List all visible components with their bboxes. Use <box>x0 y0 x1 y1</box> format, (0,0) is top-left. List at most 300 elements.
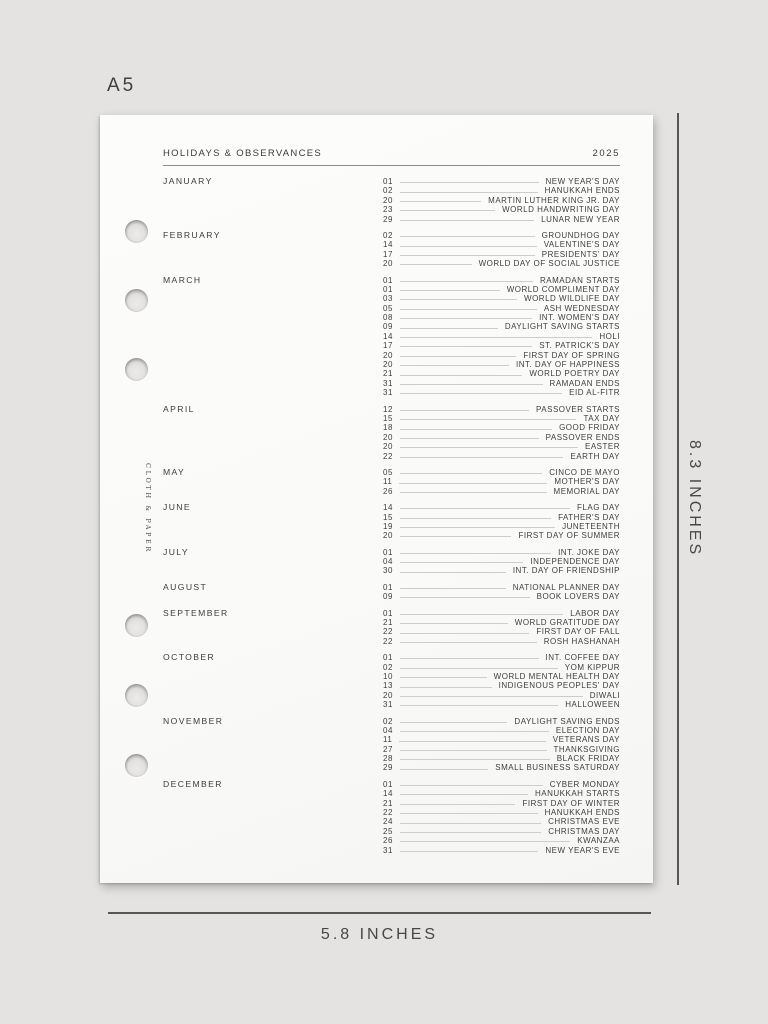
page-title: HOLIDAYS & OBSERVANCES <box>163 148 323 159</box>
holiday-date: 05 <box>383 467 393 477</box>
holiday-row <box>383 780 620 789</box>
leader-line <box>400 346 532 347</box>
holiday-name: ASH WEDNESDAY <box>543 303 620 313</box>
holiday-date: 05 <box>383 303 393 313</box>
holiday-row <box>383 477 620 486</box>
holiday-row <box>383 250 620 259</box>
holiday-name: WORLD DAY OF SOCIAL JUSTICE <box>478 259 620 269</box>
holiday-row <box>383 566 620 575</box>
holiday-date: 26 <box>383 836 393 846</box>
holiday-row <box>383 414 620 423</box>
punch-hole <box>125 289 148 312</box>
holiday-row <box>383 205 620 214</box>
holiday-date: 02 <box>383 186 393 196</box>
holiday-date: 01 <box>383 177 393 186</box>
holiday-name: ELECTION DAY <box>555 725 620 735</box>
planner-page <box>100 115 653 883</box>
punch-hole <box>125 684 148 707</box>
holiday-row <box>383 332 620 341</box>
holiday-name: VETERANS DAY <box>552 735 620 745</box>
holiday-name: TAX DAY <box>583 413 620 423</box>
holiday-date: 02 <box>383 662 393 672</box>
holiday-row <box>383 423 620 432</box>
leader-line <box>400 419 577 420</box>
holiday-date: 01 <box>383 275 393 285</box>
holiday-date: 28 <box>383 754 393 764</box>
holiday-name: BLACK FRIDAY <box>556 754 620 764</box>
holiday-list <box>383 583 620 602</box>
holiday-row <box>383 717 620 726</box>
holiday-name: INT. DAY OF FRIENDSHIP <box>512 566 620 576</box>
holiday-row <box>383 609 620 618</box>
holiday-date: 11 <box>383 735 393 745</box>
holiday-name: ROSH HASHANAH <box>543 636 620 646</box>
holiday-row <box>383 196 620 205</box>
holiday-name: BOOK LOVERS DAY <box>536 592 620 602</box>
holiday-date: 04 <box>383 557 393 567</box>
holiday-row <box>383 672 620 681</box>
holiday-date: 21 <box>383 618 393 628</box>
leader-line <box>400 337 592 338</box>
leader-line <box>400 236 535 237</box>
holiday-row <box>383 735 620 744</box>
holiday-row <box>383 285 620 294</box>
holiday-list <box>383 405 620 461</box>
holiday-name: HANUKKAH ENDS <box>544 186 620 196</box>
months-list <box>163 177 620 855</box>
holiday-date: 14 <box>383 503 393 513</box>
holiday-date: 20 <box>383 195 393 205</box>
holiday-date: 31 <box>383 700 393 710</box>
leader-line <box>400 290 500 291</box>
month-section <box>163 548 620 576</box>
holiday-date: 10 <box>383 671 393 681</box>
holiday-row <box>383 531 620 540</box>
month-section <box>163 231 620 269</box>
month-label: AUGUST <box>163 581 208 592</box>
holiday-row <box>383 763 620 772</box>
month-label: APRIL <box>163 403 195 414</box>
punch-hole <box>125 220 148 243</box>
month-section <box>163 405 620 461</box>
holiday-list <box>383 609 620 647</box>
holiday-name: HANUKKAH ENDS <box>544 808 620 818</box>
holiday-date: 01 <box>383 582 393 592</box>
holiday-row <box>383 745 620 754</box>
width-measure-line <box>108 912 651 914</box>
holiday-date: 22 <box>383 808 393 818</box>
holiday-row <box>383 653 620 662</box>
holiday-date: 12 <box>383 404 393 414</box>
holiday-row <box>383 442 620 451</box>
holiday-row <box>383 240 620 249</box>
holiday-row <box>383 681 620 690</box>
holiday-row <box>383 808 620 817</box>
height-measure-line <box>677 113 679 885</box>
leader-line <box>400 328 498 329</box>
leader-line <box>400 785 543 786</box>
holiday-date: 09 <box>383 592 393 602</box>
holiday-name: FIRST DAY OF SUMMER <box>518 531 620 541</box>
holiday-date: 20 <box>383 350 393 360</box>
holiday-name: YOM KIPPUR <box>564 662 620 672</box>
holiday-row <box>383 351 620 360</box>
holiday-row <box>383 827 620 836</box>
leader-line <box>400 318 532 319</box>
holiday-date: 24 <box>383 817 393 827</box>
leader-line <box>400 832 541 833</box>
holiday-name: INDEPENDENCE DAY <box>530 557 620 567</box>
holiday-date: 25 <box>383 826 393 836</box>
leader-line <box>400 375 522 376</box>
holiday-date: 20 <box>383 360 393 370</box>
month-section <box>163 780 620 855</box>
leader-line <box>400 536 512 537</box>
holiday-name: EID AL-FITR <box>569 388 620 398</box>
holiday-name: GOOD FRIDAY <box>559 423 620 433</box>
holiday-row <box>383 557 620 566</box>
leader-line <box>400 813 538 814</box>
holiday-row <box>383 503 620 512</box>
month-label: MARCH <box>163 274 202 285</box>
holiday-row <box>383 360 620 369</box>
holiday-name: NATIONAL PLANNER DAY <box>512 582 620 592</box>
holiday-name: ST. PATRICK'S DAY <box>539 341 620 351</box>
holiday-date: 20 <box>383 531 393 541</box>
holiday-row <box>383 313 620 322</box>
holiday-date: 18 <box>383 423 393 433</box>
holiday-row <box>383 468 620 477</box>
holiday-name: VALENTINE'S DAY <box>543 240 620 250</box>
leader-line <box>400 841 570 842</box>
leader-line <box>400 750 547 751</box>
holiday-date: 29 <box>383 214 393 224</box>
leader-line <box>400 246 537 247</box>
holiday-name: SMALL BUSINESS SATURDAY <box>495 763 620 773</box>
leader-line <box>400 687 492 688</box>
holiday-name: CINCO DE MAYO <box>549 467 620 477</box>
month-label: NOVEMBER <box>163 715 224 726</box>
holiday-date: 14 <box>383 331 393 341</box>
holiday-row <box>383 433 620 442</box>
holiday-row <box>383 789 620 798</box>
leader-line <box>400 804 516 805</box>
holiday-row <box>383 627 620 636</box>
holiday-name: HOLI <box>599 331 620 341</box>
month-label: JULY <box>163 546 189 557</box>
leader-line <box>399 483 547 484</box>
holiday-date: 02 <box>383 230 393 240</box>
holiday-row <box>383 259 620 268</box>
month-section <box>163 583 620 602</box>
holiday-name: FIRST DAY OF WINTER <box>522 798 620 808</box>
holiday-name: PASSOVER ENDS <box>545 432 620 442</box>
leader-line <box>400 614 563 615</box>
holiday-name: NEW YEAR'S DAY <box>545 177 620 186</box>
holiday-name: RAMADAN ENDS <box>549 378 620 388</box>
holiday-name: DAYLIGHT SAVING STARTS <box>504 322 620 332</box>
holiday-row <box>383 637 620 646</box>
leader-line <box>400 851 538 852</box>
holiday-row <box>383 452 620 461</box>
month-section <box>163 177 620 224</box>
height-measure-label: 8.3 INCHES <box>686 440 703 558</box>
holiday-date: 30 <box>383 566 393 576</box>
holiday-list <box>383 468 620 496</box>
holiday-list <box>383 276 620 398</box>
holiday-date: 20 <box>383 690 393 700</box>
holiday-name: THANKSGIVING <box>553 744 620 754</box>
holiday-date: 01 <box>383 547 393 557</box>
month-label: JUNE <box>163 502 192 513</box>
holiday-name: JUNETEENTH <box>562 521 620 531</box>
holiday-name: INT. DAY OF HAPPINESS <box>515 360 620 370</box>
month-section <box>163 717 620 773</box>
holiday-name: LABOR DAY <box>570 608 620 618</box>
page-year: 2025 <box>592 148 620 159</box>
holiday-row <box>383 369 620 378</box>
month-label: OCTOBER <box>163 652 216 663</box>
leader-line <box>400 210 495 211</box>
leader-line <box>400 722 508 723</box>
holiday-name: FLAG DAY <box>577 503 620 513</box>
holiday-name: LUNAR NEW YEAR <box>541 214 620 224</box>
holiday-date: 13 <box>383 681 393 691</box>
holiday-name: INT. COFFEE DAY <box>545 653 620 663</box>
leader-line <box>400 759 550 760</box>
leader-line <box>400 393 562 394</box>
leader-line <box>400 508 570 509</box>
leader-line <box>400 429 552 430</box>
holiday-list <box>383 780 620 855</box>
leader-line <box>400 705 558 706</box>
leader-line <box>400 588 506 589</box>
holiday-row <box>383 388 620 397</box>
leader-line <box>400 668 558 669</box>
brand-logo: CLOTH & PAPER <box>144 463 152 554</box>
page-content <box>163 148 620 862</box>
holiday-date: 01 <box>383 284 393 294</box>
leader-line <box>400 731 549 732</box>
leader-line <box>400 264 472 265</box>
leader-line <box>400 518 551 519</box>
holiday-date: 23 <box>383 205 393 215</box>
holiday-date: 31 <box>383 845 393 855</box>
punch-hole <box>125 358 148 381</box>
holiday-row <box>383 379 620 388</box>
holiday-row <box>383 846 620 855</box>
leader-line <box>400 623 508 624</box>
leader-line <box>400 192 538 193</box>
holiday-name: WORLD GRATITUDE DAY <box>514 618 620 628</box>
holiday-name: DIWALI <box>589 690 620 700</box>
holiday-date: 03 <box>383 294 393 304</box>
holiday-row <box>383 304 620 313</box>
holiday-name: INT. JOKE DAY <box>558 547 620 557</box>
holiday-name: FIRST DAY OF SPRING <box>523 350 620 360</box>
leader-line <box>400 281 533 282</box>
holiday-name: PASSOVER STARTS <box>536 404 620 414</box>
holiday-date: 14 <box>383 240 393 250</box>
holiday-row <box>383 817 620 826</box>
holiday-row <box>383 276 620 285</box>
holiday-name: CYBER MONDAY <box>549 779 620 789</box>
month-section <box>163 503 620 541</box>
leader-line <box>400 182 539 183</box>
holiday-date: 21 <box>383 369 393 379</box>
leader-line <box>400 658 539 659</box>
holiday-date: 08 <box>383 313 393 323</box>
holiday-list <box>383 177 620 224</box>
holiday-date: 11 <box>383 477 393 487</box>
punch-hole <box>125 754 148 777</box>
holiday-row <box>383 294 620 303</box>
leader-line <box>400 473 542 474</box>
holiday-name: HALLOWEEN <box>565 700 620 710</box>
leader-line <box>400 220 534 221</box>
holiday-name: WORLD MENTAL HEALTH DAY <box>493 671 620 681</box>
holiday-row <box>383 522 620 531</box>
holiday-name: INT. WOMEN'S DAY <box>539 313 620 323</box>
holiday-row <box>383 186 620 195</box>
holiday-date: 17 <box>383 341 393 351</box>
holiday-date: 02 <box>383 716 393 726</box>
leader-line <box>400 769 488 770</box>
holiday-row <box>383 487 620 496</box>
holiday-date: 31 <box>383 388 393 398</box>
punch-hole <box>125 614 148 637</box>
leader-line <box>400 299 517 300</box>
leader-line <box>400 201 481 202</box>
holiday-name: WORLD POETRY DAY <box>529 369 620 379</box>
holiday-row <box>383 177 620 186</box>
month-label: MAY <box>163 466 186 477</box>
month-label: SEPTEMBER <box>163 607 229 618</box>
leader-line <box>400 255 535 256</box>
leader-line <box>400 597 530 598</box>
leader-line <box>400 457 564 458</box>
leader-line <box>400 309 537 310</box>
holiday-name: WORLD WILDLIFE DAY <box>524 294 620 304</box>
holiday-name: KWANZAA <box>577 836 620 846</box>
holiday-name: WORLD COMPLIMENT DAY <box>506 284 620 294</box>
leader-line <box>400 642 537 643</box>
leader-line <box>400 410 529 411</box>
leader-line <box>400 553 551 554</box>
holiday-name: EASTER <box>584 442 620 452</box>
holiday-date: 01 <box>383 608 393 618</box>
holiday-date: 14 <box>383 789 393 799</box>
page-header <box>163 148 620 166</box>
holiday-date: 26 <box>383 486 393 496</box>
holiday-name: WORLD HANDWRITING DAY <box>502 205 620 215</box>
size-label: A5 <box>107 75 137 96</box>
holiday-date: 09 <box>383 322 393 332</box>
holiday-row <box>383 322 620 331</box>
month-section <box>163 653 620 709</box>
month-section <box>163 276 620 398</box>
holiday-row <box>383 548 620 557</box>
holiday-name: GROUNDHOG DAY <box>541 230 620 240</box>
holiday-name: FIRST DAY OF FALL <box>536 627 620 637</box>
holiday-date: 04 <box>383 725 393 735</box>
leader-line <box>400 794 528 795</box>
holiday-name: MARTIN LUTHER KING JR. DAY <box>488 195 620 205</box>
holiday-name: MOTHER'S DAY <box>554 477 620 487</box>
leader-line <box>400 562 523 563</box>
month-label: DECEMBER <box>163 778 223 789</box>
holiday-row <box>383 592 620 601</box>
leader-line <box>400 492 547 493</box>
holiday-name: RAMADAN STARTS <box>539 275 620 285</box>
holiday-date: 29 <box>383 763 393 773</box>
holiday-name: INDIGENOUS PEOPLES' DAY <box>498 681 620 691</box>
holiday-row <box>383 799 620 808</box>
holiday-row <box>383 726 620 735</box>
holiday-name: PRESIDENTS' DAY <box>541 249 620 259</box>
holiday-date: 01 <box>383 653 393 663</box>
holiday-date: 22 <box>383 636 393 646</box>
width-measure-label: 5.8 INCHES <box>320 926 439 943</box>
holiday-row <box>383 583 620 592</box>
month-label: FEBRUARY <box>163 229 221 240</box>
holiday-date: 27 <box>383 744 393 754</box>
leader-line <box>400 438 539 439</box>
leader-line <box>400 356 516 357</box>
holiday-date: 20 <box>383 442 393 452</box>
holiday-date: 15 <box>383 413 393 423</box>
holiday-row <box>383 513 620 522</box>
leader-line <box>400 696 583 697</box>
holiday-row <box>383 700 620 709</box>
holiday-name: NEW YEAR'S EVE <box>545 845 620 855</box>
leader-line <box>400 447 578 448</box>
holiday-date: 20 <box>383 432 393 442</box>
holiday-row <box>383 341 620 350</box>
holiday-row <box>383 836 620 845</box>
leader-line <box>400 384 543 385</box>
leader-line <box>400 677 487 678</box>
holiday-date: 17 <box>383 249 393 259</box>
holiday-name: EARTH DAY <box>570 451 620 461</box>
holiday-row <box>383 754 620 763</box>
leader-line <box>400 572 506 573</box>
holiday-name: MEMORIAL DAY <box>553 486 620 496</box>
holiday-date: 20 <box>383 259 393 269</box>
holiday-row <box>383 663 620 672</box>
month-section <box>163 468 620 496</box>
leader-line <box>400 365 509 366</box>
holiday-list <box>383 503 620 541</box>
holiday-name: FATHER'S DAY <box>558 512 620 522</box>
leader-line <box>400 823 541 824</box>
holiday-date: 15 <box>383 512 393 522</box>
holiday-date: 21 <box>383 798 393 808</box>
leader-line <box>399 741 545 742</box>
holiday-date: 19 <box>383 521 393 531</box>
month-section <box>163 609 620 647</box>
holiday-row <box>383 618 620 627</box>
holiday-name: CHRISTMAS EVE <box>548 817 620 827</box>
month-label: JANUARY <box>163 176 213 186</box>
holiday-date: 22 <box>383 451 393 461</box>
leader-line <box>400 527 555 528</box>
holiday-row <box>383 691 620 700</box>
holiday-date: 22 <box>383 627 393 637</box>
holiday-date: 31 <box>383 378 393 388</box>
holiday-list <box>383 548 620 576</box>
holiday-date: 01 <box>383 779 393 789</box>
